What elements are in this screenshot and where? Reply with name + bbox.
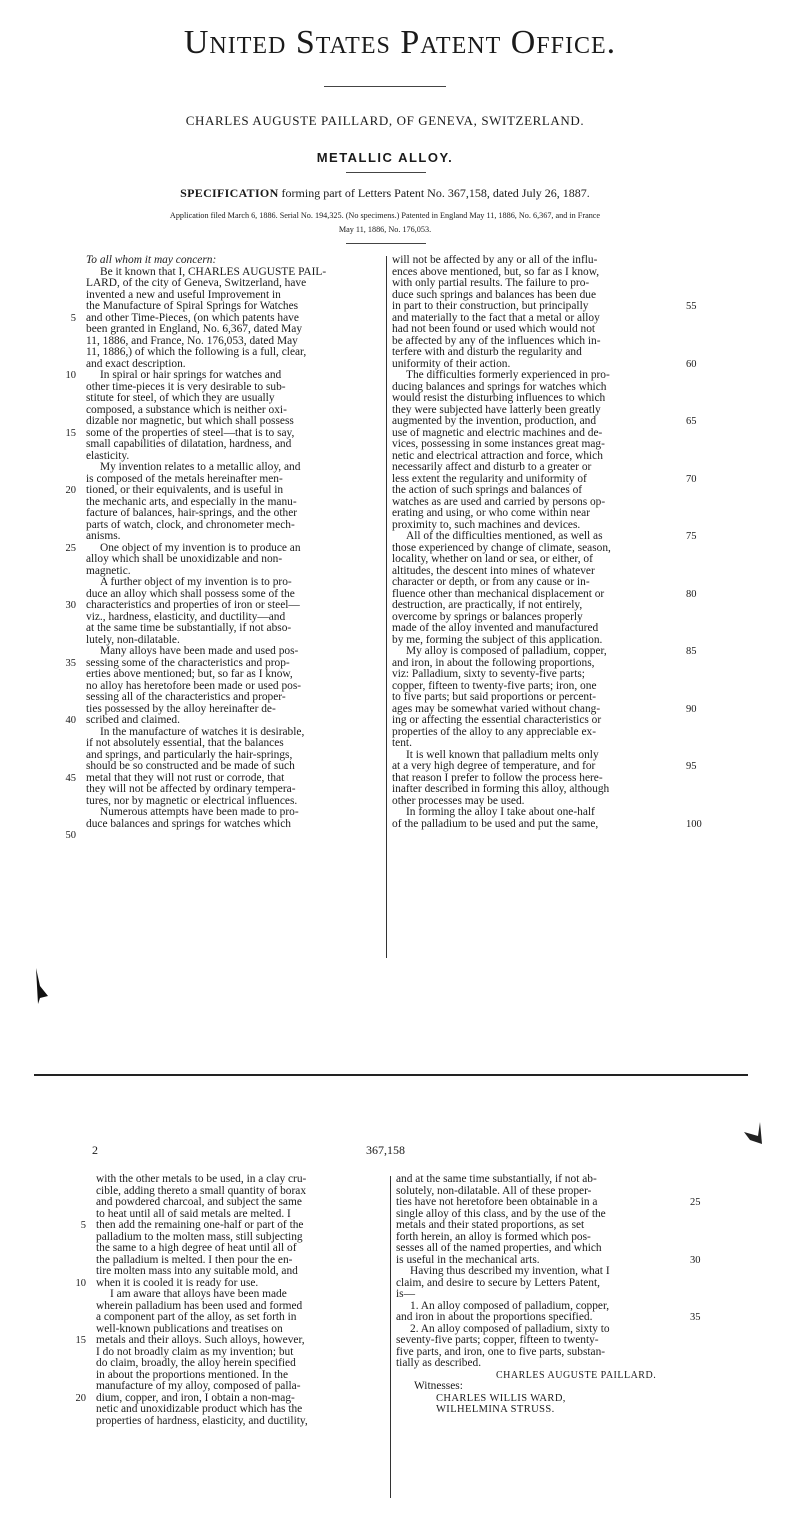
text-line: WILHELMINA STRUSS. [436,1404,555,1415]
line-number: 20 [65,485,76,496]
text-line: solutely, non-dilatable. All of these proper- [396,1184,592,1197]
text-line: with only partial results. The failure to pro- [392,277,590,289]
text-line: duce an alloy which shall possess some of the [86,587,295,600]
text-line: and exact description. [86,357,186,370]
text-line: in about the proportions mentioned. In the [96,1368,289,1381]
line-number: 35 [65,657,76,669]
text-line: ages may be somewhat varied without chang- [392,702,601,715]
text-line: by me, forming the subject of this application. [392,633,603,646]
text-line: augmented by the invention, production, and [392,415,597,427]
text-line: sesses all of the named properties, and which [396,1242,602,1254]
text-line: locality, whether on land or sea, or either, of [392,553,593,565]
line-number: 100 [686,818,702,830]
text-line: My invention relates to a metallic alloy, and [100,461,301,473]
text-line: other time-pieces it is very desirable to sub- [86,380,286,393]
text-line: CHARLES WILLIS WARD, [436,1392,566,1404]
text-line: do claim, broadly, the alloy herein specified [96,1357,296,1369]
text-line: erties above mentioned; but, so far as I know, [86,668,293,680]
page-number: 2 [92,1143,98,1157]
text-line: to five parts; but said proportions or percent- [392,691,597,703]
text-line: ducing balances and springs for watches which [392,380,607,393]
text-line: I am aware that alloys have been made [110,1288,287,1300]
text-line: invented a new and useful Improvement in [86,288,281,301]
text-line: scribed and claimed. [86,714,180,726]
text-line: is— [396,1288,415,1300]
text-line: inafter described in forming this alloy, although [392,783,610,795]
text-line: All of the difficulties mentioned, as well as [406,530,603,542]
line-number: 60 [686,358,697,370]
text-line: alloy which shall be unoxidizable and non- [86,553,283,565]
text-line: In the manufacture of watches it is desirable, [100,725,305,738]
text-line: the mechanic arts, and especially in the manu- [86,495,297,508]
line-number: 15 [65,427,76,439]
line-number: 30 [690,1254,701,1266]
page-break-rule [34,1074,748,1076]
text-line: A further object of my invention is to pro- [100,576,292,588]
line-number: 5 [80,1220,86,1231]
text-line: should be so constructed and be made of such [86,760,295,772]
text-line: is composed of the metals hereinafter men- [86,472,283,485]
text-line: would resist the disturbing influences to which [392,392,606,404]
office-title: United States Patent Office. [183,24,617,61]
text-line: 11, 1886, and France, No. 176,053, dated May [86,334,298,347]
text-line: cible, adding thereto a small quantity of borax [96,1184,307,1197]
header-rule [346,243,426,244]
text-line: altitudes, the descent into mines of whatever [392,564,595,577]
text-line: the same to a high degree of heat until all of [96,1242,297,1254]
text-line: small capabilities of dilatation, hardness, and [86,438,292,450]
text-line: less extent the regularity and uniformity of [392,472,587,485]
text-line: netic and electrical attraction and force, which [392,449,603,462]
text-line: stitute for steel, of which they are usually [86,392,275,404]
text-line: Many alloys have been made and used pos- [100,645,299,657]
text-line: the Manufacture of Spiral Springs for Watches [86,300,299,312]
text-line: Witnesses: [414,1380,463,1392]
text-line: when it is cooled it is ready for use. [96,1276,259,1289]
text-line: is useful in the mechanical arts. [396,1253,540,1266]
text-column-left [86,255,380,830]
text-line: with the other metals to be used, in a clay cru- [96,1173,307,1185]
text-line: be affected by any of the influences which in- [392,334,601,347]
line-number: 45 [65,772,76,784]
text-line: tire molten mass into any suitable mold, and [96,1265,298,1277]
specification-text: forming part of Letters Patent No. 367,158, dated July 26, 1887. [281,186,590,200]
text-line: tent. [392,737,412,749]
subject-rule [346,172,426,173]
text-line: properties of hardness, elasticity, and ductility, [96,1414,308,1427]
line-number: 95 [686,761,697,772]
text-line: uniformity of their action. [392,357,511,370]
patent-number: 367,158 [366,1143,405,1157]
text-line: metal that they will not rust or corrode, that [86,771,285,784]
line-number: 10 [75,1277,86,1289]
specification-line [0,186,770,201]
text-line: elasticity. [86,449,130,462]
text-line: CHARLES AUGUSTE PAILLARD. [496,1369,657,1381]
text-line: and springs, and particularly the hair-springs, [86,748,293,761]
text-line: erating and using, or who come within near [392,507,591,519]
text-line: if not absolutely essential, that the balances [86,737,284,749]
line-number: 80 [686,588,697,600]
text-line: those experienced by change of climate, season, [392,541,611,554]
text-line: watches as are used and carried by persons op- [392,495,606,508]
line-number: 20 [75,1392,86,1404]
line-number: 85 [686,646,697,657]
application-line-2: May 11, 1886, No. 176,053. [338,225,432,234]
text-line: Having thus described my invention, what I [410,1265,610,1277]
line-number: 5 [70,312,76,324]
text-line: and at the same time substantially, if not ab- [396,1173,597,1185]
text-line: dizable nor magnetic, but which shall possess [86,415,294,427]
text-line: One object of my invention is to produce an [100,541,301,554]
line-number: 35 [690,1312,701,1323]
text-line: ing or affecting the essential characteristics or [392,714,602,726]
text-line: tures, nor by magnetic or electrical influences. [86,794,298,807]
text-line: duce balances and springs for watches which [86,817,291,830]
line-number: 30 [65,600,76,611]
text-line: ties have not heretofore been obtainable in a [396,1196,598,1208]
scan-corner-mark [740,1120,764,1146]
text-column-right-page2 [396,1174,686,1416]
scan-artifact-mark [34,966,50,1006]
text-line: single alloy of this class, and by the use of the [396,1207,606,1220]
text-line: The difficulties formerly experienced in pro- [406,369,610,381]
text-line: viz: Palladium, sixty to seventy-five parts; [392,668,585,680]
text-line: netic and unoxidizable product which has the [96,1403,303,1415]
text-line: and materially to the fact that a metal or alloy [392,311,600,324]
text-line: in part to their construction, but principally [392,300,589,312]
text-line: composed, a substance which is neither oxi- [86,403,287,416]
text-line: they will not be affected by ordinary tempera- [86,783,296,795]
text-line: ties possessed by the alloy hereinafter de- [86,702,276,715]
text-column-right [392,255,682,830]
text-line: forth herein, an alloy is formed which pos- [396,1230,591,1243]
text-line: properties of the alloy to any appreciable ex- [392,725,596,738]
text-line: at the same time be substantially, if not abso- [86,622,292,634]
patent-subject: METALLIC ALLOY. [316,150,454,165]
text-line: 2. An alloy composed of palladium, sixty to [410,1322,610,1335]
text-line: other processes may be used. [392,794,525,807]
text-line: metals and their alloys. Such alloys, however, [96,1334,305,1346]
text-line: Numerous attempts have been made to pro- [100,806,299,818]
text-line: parts of watch, clock, and chronometer mech- [86,518,295,531]
text-line: wherein palladium has been used and formed [96,1299,303,1312]
text-line: Be it known that I, CHARLES AUGUSTE PAIL- [100,265,327,278]
text-line: claim, and desire to secure by Letters Patent, [396,1276,601,1289]
text-line: and iron in about the proportions specified. [396,1311,593,1323]
column-divider [386,256,387,958]
text-line: In forming the alloy I take about one-half [406,806,595,818]
text-line: and other Time-Pieces, (on which patents have [86,311,299,324]
text-line: dium, copper, and iron, I obtain a non-mag- [96,1391,295,1404]
text-line: five parts, and iron, one to five parts, substan- [396,1345,606,1358]
text-line: of the palladium to be used and put the same, [392,817,599,830]
line-number: 25 [690,1197,701,1208]
application-details [90,209,680,237]
text-line: LARD, of the city of Geneva, Switzerland, have [86,277,307,289]
text-line: been granted in England, No. 6,367, dated May [86,323,303,335]
text-line: that reason I prefer to follow the process here- [392,771,603,784]
line-number: 55 [686,301,697,312]
text-line: fluence other than mechanical displacement or [392,587,605,600]
line-number: 75 [686,531,697,542]
text-line: tially as described. [396,1357,482,1369]
text-line: My alloy is composed of palladium, copper, [406,645,607,657]
line-number: 40 [65,715,76,726]
line-number: 70 [686,473,697,485]
text-line: facture of balances, hair-springs, and the other [86,507,298,519]
text-line: the action of such springs and balances of [392,484,583,496]
text-line: they were subjected have latterly been greatly [392,403,601,416]
text-line: 11, 1886,) of which the following is a full, clear, [86,346,307,358]
line-number: 90 [686,703,697,715]
text-line: a component part of the alloy, as set forth in [96,1311,297,1323]
text-line: manufacture of my alloy, composed of palla- [96,1380,301,1392]
text-line: anisms. [86,530,121,542]
specification-label: SPECIFICATION [180,186,279,200]
text-line: at a very high degree of temperature, and for [392,760,596,772]
line-number: 50 [65,830,76,841]
text-line: magnetic. [86,564,131,577]
text-line: palladium to the molten mass, still subjecting [96,1230,303,1243]
text-line: 1. An alloy composed of palladium, copper, [410,1299,610,1312]
text-line: viz., hardness, elasticity, and ductility—and [86,610,286,623]
text-line: then add the remaining one-half or part of the [96,1219,304,1231]
text-line: destruction, are practically, if not entirely, [392,599,583,611]
text-line: sessing some of the characteristics and prop- [86,656,290,669]
text-line: In spiral or hair springs for watches and [100,369,282,381]
text-line: the palladium is melted. I then pour the en- [96,1253,293,1266]
line-number: 65 [686,416,697,427]
text-line: necessarily affect and disturb to a greater or [392,461,592,473]
text-line: characteristics and properties of iron or steel— [86,599,300,611]
text-line: and powdered charcoal, and subject the same [96,1196,302,1208]
text-line: to heat until all of said metals are melted. I [96,1207,291,1220]
line-number: 10 [65,370,76,381]
text-line: no alloy has heretofore been made or used pos- [86,679,302,692]
text-line: copper, fifteen to twenty-five parts; iron, one [392,679,597,692]
text-line: character or depth, or from any cause or in- [392,576,590,588]
text-line: use of magnetic and electric machines and de- [392,426,603,439]
inventor-line: CHARLES AUGUSTE PAILLARD, OF GENEVA, SWITZERLAND. [185,113,585,128]
text-line: proximity to, such machines and devices. [392,518,581,531]
application-line-1: Application filed March 6, 1886. Serial No. 194,325. (No specimens.) Patented in England May 11, 1886, No. 6,367, and in France [169,211,601,220]
text-line: sessing all of the characteristics and proper- [86,691,286,703]
text-line: duce such springs and balances has been due [392,288,597,301]
text-line: lutely, non-dilatable. [86,633,180,646]
text-line: To all whom it may concern: [86,254,217,266]
text-line: had not been found or used which would not [392,323,596,335]
text-line: made of the alloy invented and manufactured [392,622,599,634]
text-line: ences above mentioned, but, so far as I know, [392,265,600,278]
text-line: some of the properties of steel—that is to say, [86,426,295,439]
line-number: 25 [65,542,76,554]
text-line: overcome by springs or balances properly [392,610,583,623]
text-line: will not be affected by any or all of the influ- [392,254,598,266]
text-line: and iron, in about the following proportions, [392,656,595,669]
text-line: seventy-five parts; copper, fifteen to twenty- [396,1334,599,1346]
column-divider-page2 [390,1176,391,1498]
text-line: metals and their stated proportions, as set [396,1219,585,1231]
text-line: tioned, or their equivalents, and is useful in [86,484,284,496]
line-number: 15 [75,1335,86,1346]
text-line: I do not broadly claim as my invention; but [96,1345,294,1358]
text-line: terfere with and disturb the regularity and [392,346,582,358]
text-line: It is well known that palladium melts only [406,748,599,761]
title-rule [324,86,446,87]
text-column-left-page2 [96,1174,386,1427]
text-line: vices, possessing in some instances great mag- [392,438,605,450]
text-line: well-known publications and treatises on [96,1322,283,1335]
